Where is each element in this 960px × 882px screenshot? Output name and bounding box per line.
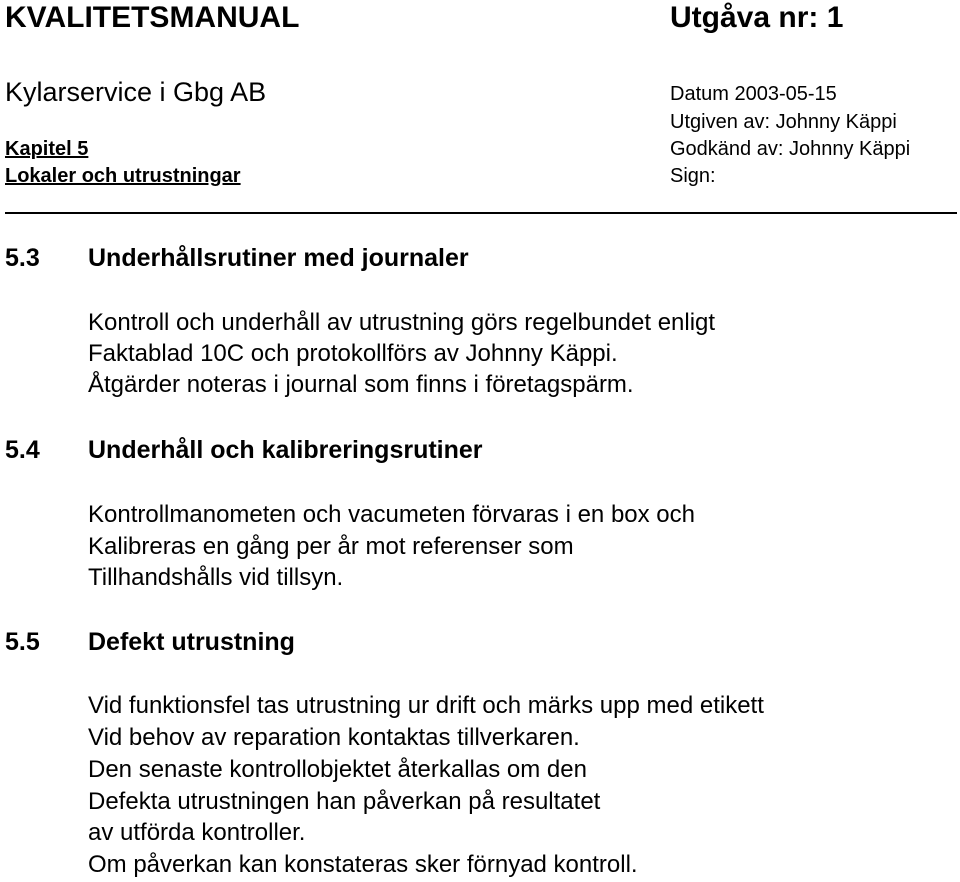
section-title: Defekt utrustning bbox=[88, 628, 295, 656]
chapter-number: Kapitel 5 bbox=[5, 138, 89, 160]
paragraph-line: Vid behov av reparation kontaktas tillverkaren. bbox=[88, 724, 580, 751]
section-title: Underhåll och kalibreringsrutiner bbox=[88, 436, 483, 464]
issued-by: Utgiven av: Johnny Käppi bbox=[670, 111, 897, 133]
paragraph-line: Vid funktionsfel tas utrustning ur drift och märks upp med etikett bbox=[88, 692, 764, 719]
document-date: Datum 2003-05-15 bbox=[670, 83, 837, 105]
section-number: 5.5 bbox=[5, 628, 40, 656]
paragraph-line: Om påverkan kan konstateras sker förnyad kontroll. bbox=[88, 851, 638, 878]
chapter-title: Lokaler och utrustningar bbox=[5, 165, 241, 187]
paragraph-line: Defekta utrustningen han påverkan på resultatet bbox=[88, 788, 601, 815]
approved-by: Godkänd av: Johnny Käppi bbox=[670, 138, 911, 160]
paragraph-line: Den senaste kontrollobjektet återkallas om den bbox=[88, 756, 587, 783]
company-name: Kylarservice i Gbg AB bbox=[5, 77, 267, 107]
edition-number: Utgåva nr: 1 bbox=[670, 1, 844, 34]
paragraph-line: Kontroll och underhåll av utrustning görs regelbundet enligt bbox=[88, 309, 716, 336]
section-title: Underhållsrutiner med journaler bbox=[88, 244, 469, 272]
header-divider bbox=[5, 212, 957, 214]
paragraph-line: Tillhandshålls vid tillsyn. bbox=[88, 564, 344, 591]
section-number: 5.4 bbox=[5, 436, 40, 464]
paragraph-line: Faktablad 10C och protokollförs av Johnny Käppi. bbox=[88, 340, 618, 367]
section-number: 5.3 bbox=[5, 244, 40, 272]
paragraph-line: Kontrollmanometen och vacumeten förvaras i en box och bbox=[88, 501, 695, 528]
paragraph-line: Åtgärder noteras i journal som finns i företagspärm. bbox=[88, 371, 634, 398]
paragraph-line: Kalibreras en gång per år mot referenser som bbox=[88, 533, 574, 560]
manual-title: KVALITETSMANUAL bbox=[5, 1, 300, 34]
paragraph-line: av utförda kontroller. bbox=[88, 819, 306, 846]
sign-field: Sign: bbox=[670, 165, 716, 187]
